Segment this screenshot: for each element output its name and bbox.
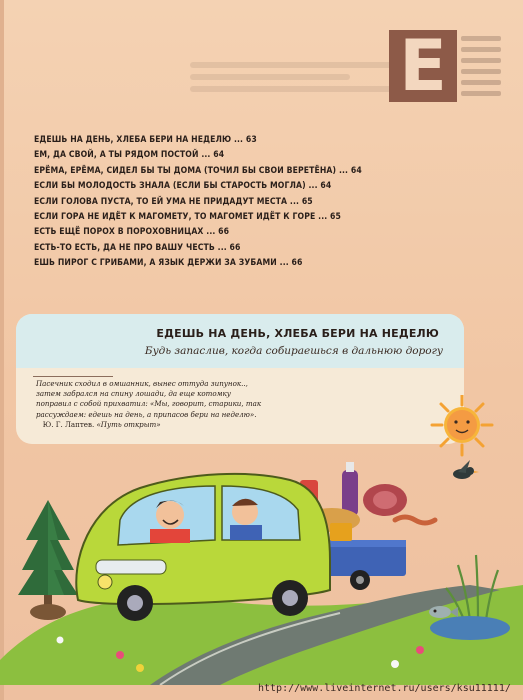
contents-item[interactable]: ЕМ, ДА СВОЙ, А ТЫ РЯДОМ ПОСТОЙ ... 64 [34, 150, 225, 161]
quote-author: Ю. Г. Лаптев. [42, 419, 95, 429]
section-letter-box [389, 25, 457, 107]
contents-item[interactable]: ЕШЬ ПИРОГ С ГРИБАМИ, А ЯЗЫК ДЕРЖИ ЗА ЗУБАМИ ... 66 [34, 258, 303, 269]
quote-rule [33, 376, 113, 377]
entry-card-header [16, 314, 464, 368]
contents-item[interactable]: ЕДЕШЬ НА ДЕНЬ, ХЛЕБА БЕРИ НА НЕДЕЛЮ ... 63 [34, 135, 257, 145]
tree [18, 500, 78, 615]
tree-stump [30, 604, 66, 620]
contents-list [34, 133, 474, 272]
quote-line: поправил с собой прихватил: «Мы, говорит, старики, так [36, 399, 262, 409]
entry-title: ЕДЕШЬ НА ДЕНЬ, ХЛЕБА БЕРИ НА НЕДЕЛЮ [156, 327, 439, 340]
section-letter: Е [399, 25, 447, 107]
pond [430, 616, 510, 640]
watermark-url: http://www.liveinternet.ru/users/ksu11111/ [258, 683, 511, 694]
quote-source: «Путь открыт» [96, 419, 161, 429]
contents-item[interactable]: ЕСЛИ БЫ МОЛОДОСТЬ ЗНАЛА (ЕСЛИ БЫ СТАРОСТЬ МОГЛА) ... 64 [34, 181, 332, 192]
quote-line: рассуждаем: едешь на день, а припасов бери на неделю». [36, 409, 257, 419]
contents-item[interactable]: ЕРЁМА, ЕРЁМА, СИДЕЛ БЫ ТЫ ДОМА (ТОЧИЛ БЫ СВОИ ВЕРЕТЁНА) ... 64 [34, 165, 362, 176]
quote-line: затем забрался на спину лошади, да еще котомку [36, 389, 231, 399]
bird [453, 460, 479, 479]
contents-item[interactable]: ЕСЛИ ГОЛОВА ПУСТА, ТО ЕЙ УМА НЕ ПРИДАДУТ МЕСТА ... 65 [34, 196, 313, 207]
sun [432, 395, 492, 455]
illustration-car-trip [0, 395, 523, 685]
entry-subtitle: Будь запаслив, когда собираешься в дальнюю дорогу [144, 345, 443, 357]
contents-item[interactable]: ЕСЛИ ГОРА НЕ ИДЁТ К МАГОМЕТУ, ТО МАГОМЕТ ИДЁТ К ГОРЕ ... 65 [34, 212, 342, 223]
contents-item[interactable]: ЕСТЬ ЕЩЁ ПОРОХ В ПОРОХОВНИЦАХ ... 66 [34, 227, 230, 238]
quote-line: Пасечник сходил в омшанник, вынес оттуда зипунок.., [36, 379, 248, 388]
contents-item[interactable]: ЕСТЬ-ТО ЕСТЬ, ДА НЕ ПРО ВАШУ ЧЕСТЬ ... 66 [34, 242, 241, 253]
car [76, 474, 330, 621]
bleed-through-tab [458, 36, 504, 98]
